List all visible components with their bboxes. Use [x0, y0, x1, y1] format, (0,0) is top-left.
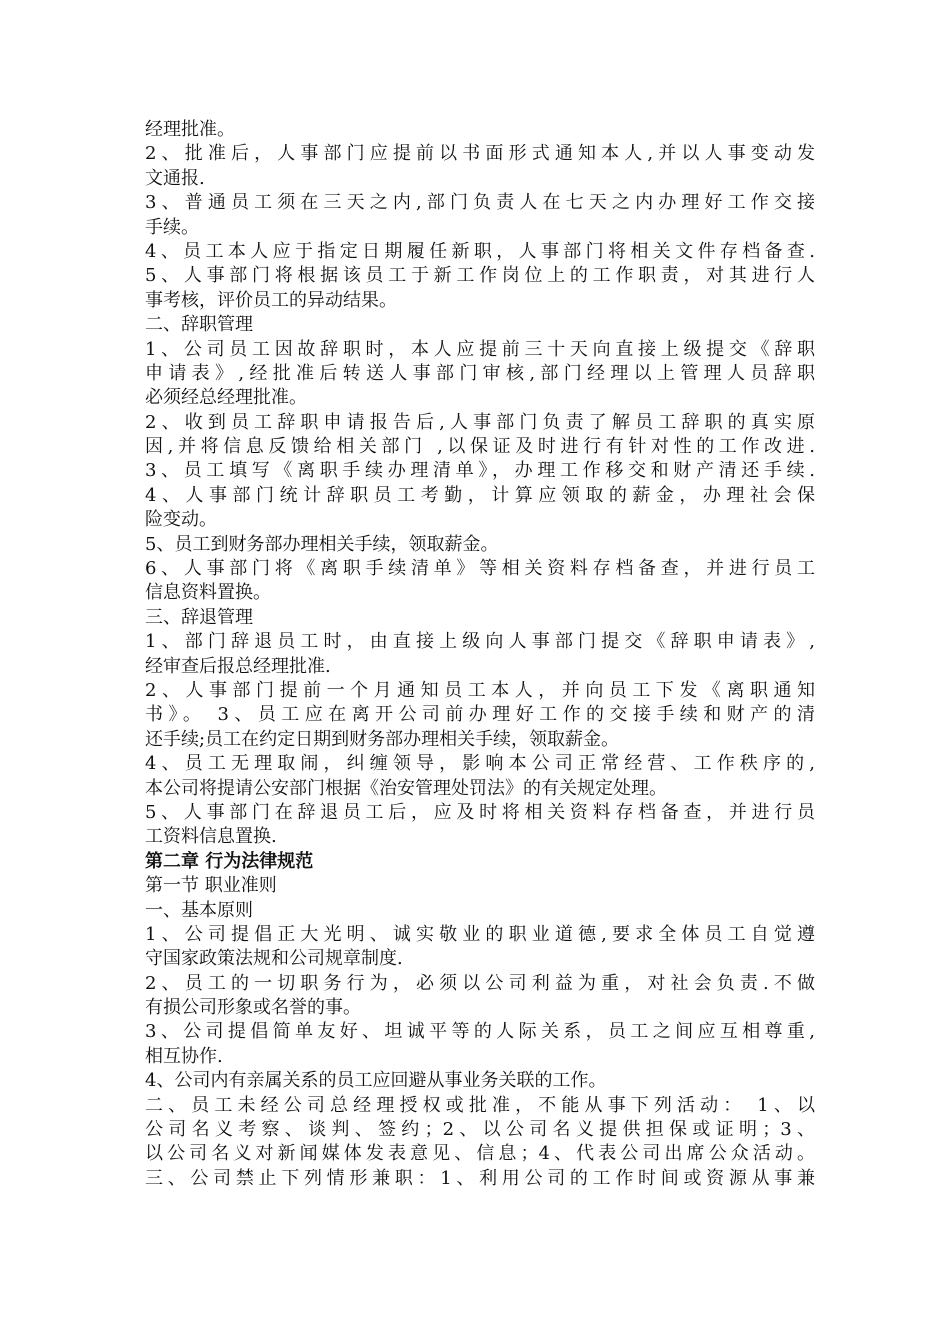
body-text-line: 本公司将提请公安部门根据《治安管理处罚法》的有关规定处理。 [145, 777, 667, 799]
section-heading: 一、基本原则 [145, 899, 253, 921]
body-text-line: 手续。 [145, 216, 199, 238]
body-text-line: 险变动。 [145, 509, 217, 531]
body-text-line: 1、公司提倡正大光明、诚实敬业的职业道德,要求全体员工自觉遵 [145, 923, 815, 945]
body-text-line: 6、人事部门将《离职手续清单》等相关资料存档备查，并进行员工 [145, 558, 815, 580]
body-text-line: 4、员工无理取闹，纠缠领导，影响本公司正常经营、工作秩序的, [145, 753, 815, 775]
body-text-line: 1、部门辞退员工时，由直接上级向人事部门提交《辞职申请表》, [145, 631, 815, 653]
body-text-line: 经理批准。 [145, 119, 235, 140]
body-text-line: 3、员工填写《离职手续办理清单》，办理工作移交和财产清还手续. [145, 460, 815, 482]
body-text-line: 因,并将信息反馈给相关部门 ,以保证及时进行有针对性的工作改进. [145, 436, 815, 458]
body-text-line: 二、员工未经公司总经理授权或批准，不能从事下列活动： 1、以 [145, 1094, 815, 1116]
body-text-line: 文通报. [145, 167, 205, 189]
body-text-line: 有损公司形象或名誉的事。 [145, 997, 361, 1019]
body-text-line: 经审查后报总经理批准. [145, 655, 331, 677]
body-text-line: 1、公司员工因故辞职时，本人应提前三十天向直接上级提交《辞职 [145, 338, 815, 360]
body-text-line: 5、人事部门在辞退员工后，应及时将相关资料存档备查，并进行员 [145, 801, 815, 823]
body-text-line: 申请表》,经批准后转送人事部门审核,部门经理以上管理人员辞职 [145, 362, 815, 384]
body-text-line: 相互协作. [145, 1045, 223, 1067]
body-text-line: 还手续;员工在约定日期到财务部办理相关手续，领取薪金。 [145, 728, 620, 750]
body-text-line: 以公司名义对新闻媒体发表意见、信息；4、代表公司出席公众活动。 [145, 1143, 815, 1165]
body-text-line: 三、公司禁止下列情形兼职：1、利用公司的工作时间或资源从事兼 [145, 1167, 815, 1189]
body-text-line: 3、普通员工须在三天之内,部门负责人在七天之内办理好工作交接 [145, 192, 815, 214]
document-page [145, 118, 815, 1191]
body-text-line: 书》。 3、员工应在离开公司前办理好工作的交接手续和财产的清 [145, 704, 815, 726]
body-text-line: 信息资料置换。 [145, 582, 271, 604]
body-text-line: 5、员工到财务部办理相关手续，领取薪金。 [145, 533, 499, 555]
body-text-line: 事考核，评价员工的异动结果。 [145, 289, 397, 311]
body-text-line: 守国家政策法规和公司规章制度. [145, 948, 403, 970]
body-text-line: 2、批准后，人事部门应提前以书面形式通知本人,并以人事变动发 [145, 143, 815, 165]
section-heading: 二、辞职管理 [145, 314, 253, 336]
body-text-line: 2、员工的一切职务行为，必须以公司利益为重，对社会负责.不做 [145, 972, 815, 994]
body-text-line: 2、收到员工辞职申请报告后,人事部门负责了解员工辞职的真实原 [145, 411, 815, 433]
chapter-heading: 第二章 行为法律规范 [145, 850, 314, 872]
body-text-line: 工资料信息置换. [145, 826, 277, 848]
section-heading: 第一节 职业准则 [145, 875, 277, 897]
body-text-line: 2、人事部门提前一个月通知员工本人，并向员工下发《离职通知 [145, 679, 815, 701]
body-text-line: 4、员工本人应于指定日期履任新职，人事部门将相关文件存档备查. [145, 240, 815, 262]
body-text-line: 3、公司提倡简单友好、坦诚平等的人际关系，员工之间应互相尊重, [145, 1021, 815, 1043]
body-text-line: 4、公司内有亲属关系的员工应回避从事业务关联的工作。 [145, 1070, 607, 1092]
body-text-line: 公司名义考察、谈判、签约；2、以公司名义提供担保或证明；3、 [145, 1119, 815, 1141]
section-heading: 三、辞退管理 [145, 606, 253, 628]
body-text-line: 4、人事部门统计辞职员工考勤，计算应领取的薪金，办理社会保 [145, 484, 815, 506]
body-text-line: 5、人事部门将根据该员工于新工作岗位上的工作职责，对其进行人 [145, 265, 815, 287]
body-text-line: 必须经总经理批准。 [145, 387, 307, 409]
